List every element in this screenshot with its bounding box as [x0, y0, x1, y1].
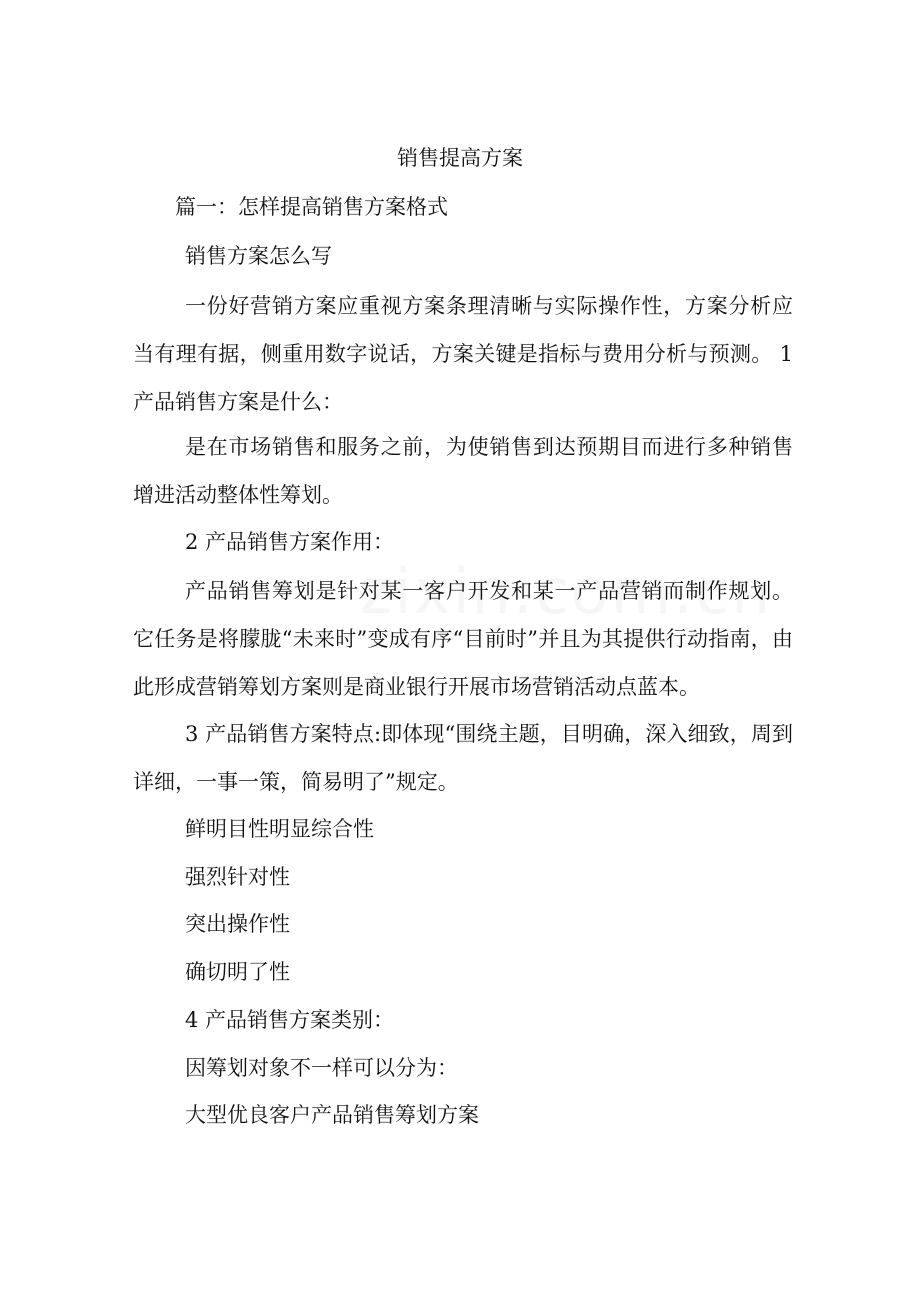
subheading-how-to-write: 销售方案怎么写 — [185, 244, 332, 268]
category-item-1: 大型优良客户产品销售筹划方案 — [185, 1103, 479, 1127]
category-intro: 因筹划对象不一样可以分为： — [185, 1056, 458, 1080]
feature-item-4: 确切明了性 — [185, 960, 290, 984]
paragraph-definition: 是在市场销售和服务之前，为使销售到达预期目而进行多种销售增进活动整体性筹划。 — [133, 435, 793, 507]
document-title: 销售提高方案 — [397, 146, 523, 170]
feature-item-1: 鲜明目性明显综合性 — [185, 817, 374, 841]
feature-item-2: 强烈针对性 — [185, 865, 290, 889]
paragraph-function: 产品销售筹划是针对某一客户开发和某一产品营销而制作规划。它任务是将朦胧“未来时”变成有序“目前时”并且为其提供行动指南，由此形成营销筹划方案则是商业银行开展市场营销活动点蓝本。 — [133, 579, 793, 699]
section-heading-1: 篇一：怎样提高销售方案格式 — [175, 195, 448, 219]
paragraph-features: 3 产品销售方案特点:即体现“围绕主题，目明确，深入细致，周到详细，一事一策，简易明了”规定。 — [133, 722, 793, 794]
subheading-function: 2 产品销售方案作用： — [185, 530, 395, 554]
subheading-categories: 4 产品销售方案类别： — [185, 1008, 395, 1032]
feature-item-3: 突出操作性 — [185, 912, 290, 936]
paragraph-intro: 一份好营销方案应重视方案条理清晰与实际操作性，方案分析应当有理有据，侧重用数字说话，方案关键是指标与费用分析与预测。 1 产品销售方案是什么： — [133, 294, 793, 414]
